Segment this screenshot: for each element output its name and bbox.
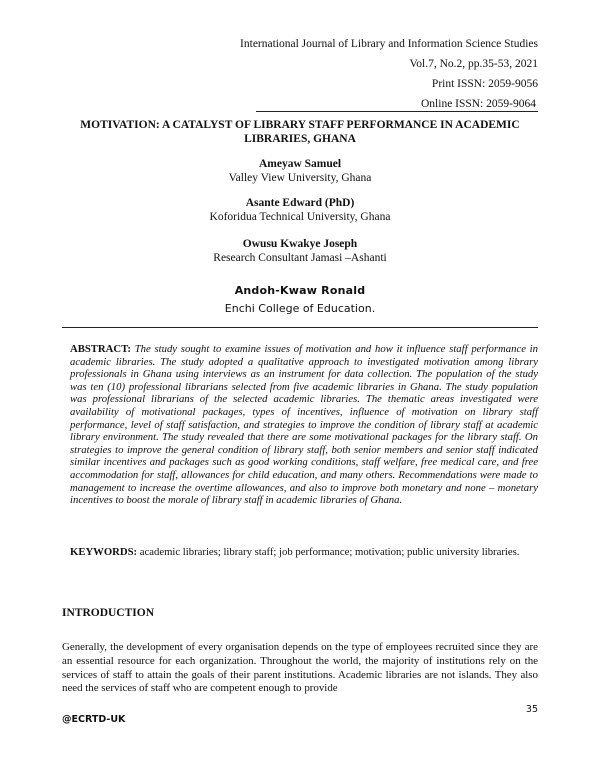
keywords <box>70 546 538 559</box>
author-block <box>62 237 538 265</box>
author-affiliation: Koforidua Technical University, Ghana <box>209 211 391 223</box>
author-affiliation: Valley View University, Ghana <box>228 172 372 184</box>
page-number: 35 <box>525 704 538 715</box>
author-affiliation: Research Consultant Jamasi –Ashanti <box>213 252 387 264</box>
abstract-text: The study sought to examine issues of motivation and how it influence staff performance in academic libraries. The study adopted a qualitative approach to investigated motivation among library professionals in Ghana using interviews as an instrument for data collection. The population of the study was ten (10) professional librarians selected from five academic libraries in Ghana. The study population was professional librarians of the selected academic libraries. The thematic areas investigated were availability of motivational packages, types of incentives, influence of motivation on library staff performance, level of staff satisfaction, and strategies to improve the condition of library staff at academic library environment. The study revealed that there are some motivational packages for the library staff. On strategies to improve the general condition of library staff, both senior members and senior staff indicated similar incentives and packages such as good working conditions, staff welfare, free medical care, and free accommodation for staff, allowances for child education, and many others. Recommendations were made to management to increase the overtime allowances, and also to improve both monetary and none – monetary incentives to boost the morale of library staff in academic libraries of Ghana. <box>70 343 538 507</box>
journal-volume: Vol.7, No.2, pp.35-53, 2021 <box>409 58 538 70</box>
author-affiliation: Enchi College of Education. <box>224 302 376 315</box>
footer-organization: @ECRTD-UK <box>62 714 126 725</box>
abstract-label: ABSTRACT: <box>70 343 131 355</box>
author-name: Ameyaw Samuel <box>258 158 342 170</box>
keywords-text: academic libraries; library staff; job performance; motivation; public university libraries. <box>139 546 520 558</box>
author-name: Andoh-Kwaw Ronald <box>234 284 366 297</box>
online-issn: Online ISSN: 2059-9064 <box>421 98 536 110</box>
journal-name: International Journal of Library and Information Science Studies <box>240 38 538 50</box>
introduction-heading: INTRODUCTION <box>62 607 155 619</box>
author-block <box>62 157 538 185</box>
introduction-paragraph: Generally, the development of every organisation depends on the type of employees recruited since they are an essential resource for each organization. Throughout the world, the majority of institutions rely on the services of staff to attain the goals of their parent institutions. Academic libraries are not islands. They also need the services of staff who are competent enough to provide <box>62 641 538 695</box>
header-rule <box>256 111 538 112</box>
keywords-label: KEYWORDS: <box>70 546 138 558</box>
abstract <box>70 343 538 507</box>
author-block <box>62 284 538 316</box>
author-name: Asante Edward (PhD) <box>245 197 355 209</box>
author-block <box>62 196 538 224</box>
author-name: Owusu Kwakye Joseph <box>242 238 358 250</box>
section-divider <box>62 327 538 328</box>
print-issn: Print ISSN: 2059-9056 <box>431 78 538 90</box>
paper-title: MOTIVATION: A CATALYST OF LIBRARY STAFF PERFORMANCE IN ACADEMIC LIBRARIES, GHANA <box>80 119 520 145</box>
